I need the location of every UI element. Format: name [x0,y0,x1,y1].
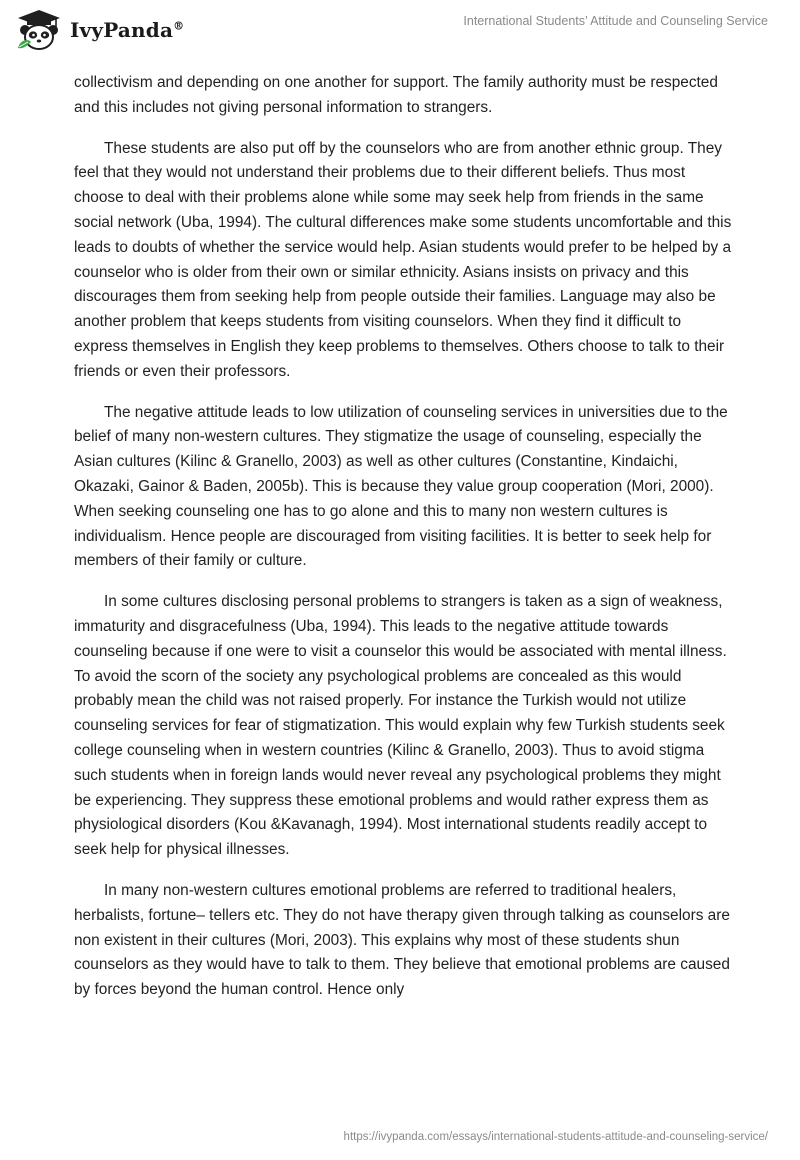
paragraph: The negative attitude leads to low utilization of counseling services in universities due to the belief of many non-western cultures. They stigmatize the usage of counseling, especially the Asian cultures (Kilinc & Granello, 2003) as well as other cultures (Constantine, Kindaichi, Okazaki, Gainor & Baden, 2005b). This is because they value group cooperation (Mori, 2000). When seeking counseling one has to go alone and this to many non western cultures is individualism. Hence people are discouraged from visiting facilities. It is better to seek help for members of their family or culture. [74,403,728,570]
paragraph: These students are also put off by the counselors who are from another ethnic group. They feel that they would not understand their problems due to their different beliefs. Thus most choose to deal with their problems alone while some may seek help from friends in the same social network (Uba, 1994). The cultural differences make some students uncomfortable and this leads to doubts of whether the service would help. Asian students would prefer to be helped by a counselor who is older from their own or similar ethnicity. Asians insists on privacy and this discourages them from seeking help from people outside their families. Language may also be another problem that keeps students from visiting counselors. When they find it difficult to express themselves in English they keep problems to themselves. Others choose to talk to their friends or even their professors. [74,139,732,380]
brand-label: IvyPanda [70,18,174,42]
page-header [0,0,800,60]
paragraph: collectivism and depending on one another for support. The family authority must be respected and this includes not giving personal information to strangers. [74,74,718,116]
paragraph: In some cultures disclosing personal problems to strangers is taken as a sign of weakness, immaturity and disgracefulness (Uba, 1994). This leads to the negative attitude towards counseling because if one were to visit a counselor this would be associated with mental illness. To avoid the scorn of the society any psychological problems are concealed as this would probably mean the child was not raised properly. For instance the Turkish would not utilize counseling services for fear of stigmatization. This would explain why few Turkish students seek college counseling when in western countries (Kilinc & Granello, 2003). Thus to avoid stigma such students when in foreign lands would never reveal any psychological problems they might be experiencing. They suppress these emotional problems and would rather express them as physiological disorders (Kou &Kavanagh, 1994). Most international students readily accept to seek help for physical illnesses. [74,593,727,859]
source-url[interactable]: https://ivypanda.com/essays/international-students-attitude-and-counseling-service/ [343,1131,768,1143]
ivypanda-logo[interactable] [14,8,184,52]
document-title: International Students’ Attitude and Counseling Service [463,14,768,28]
panda-graduate-icon [14,8,64,52]
registered-mark: ® [173,19,185,33]
paragraph: In many non-western cultures emotional problems are referred to traditional healers, herbalists, fortune– tellers etc. They do not have therapy given through talking as counselors are non existent in their cultures (Mori, 2003). This explains why most of these students shun counselors as they would have to talk to them. They believe that emotional problems are caused by forces beyond the human control. Hence only [74,881,730,999]
brand-name [70,18,184,42]
essay-body [74,71,734,1019]
